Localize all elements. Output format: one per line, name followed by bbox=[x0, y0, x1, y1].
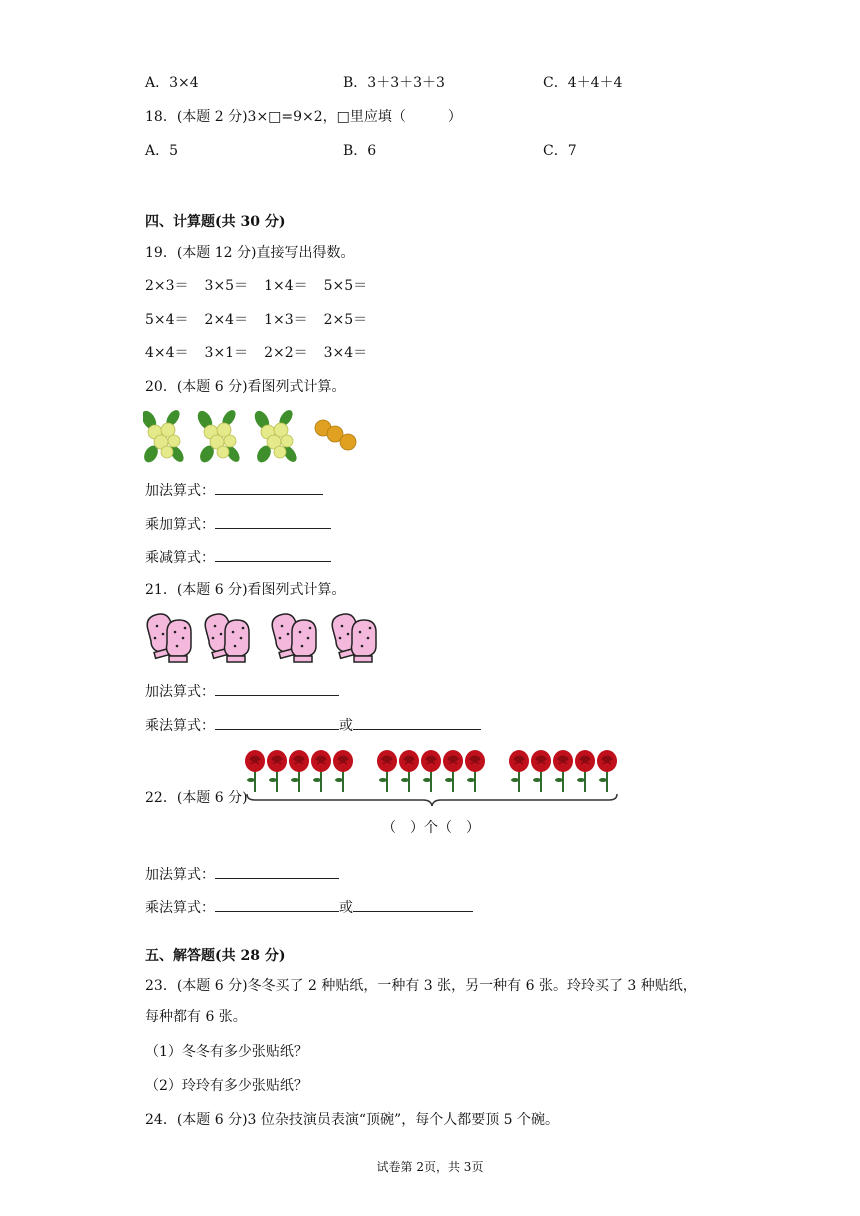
oranges bbox=[315, 420, 356, 450]
answer-blank[interactable] bbox=[215, 514, 331, 529]
section-4-title: 四、计算题(共 30 分) bbox=[145, 214, 286, 230]
q21-question: 21．(本题 6 分)看图列式计算。 bbox=[145, 582, 346, 598]
multiply-subtract-label: 乘减算式： bbox=[145, 550, 215, 566]
brace bbox=[247, 794, 617, 806]
q18-option-a: A．5 bbox=[145, 143, 179, 159]
q17-option-a: A．3×4 bbox=[145, 75, 199, 91]
q18-option-c: C．7 bbox=[543, 143, 577, 159]
answer-blank[interactable] bbox=[215, 547, 331, 562]
q19-item: 3×1＝ bbox=[204, 345, 249, 361]
q22-addition-line bbox=[145, 864, 339, 885]
pear-bunch-2 bbox=[195, 408, 242, 465]
q17-option-b: B．3＋3＋3＋3 bbox=[343, 75, 445, 91]
mittens-picture bbox=[143, 612, 388, 664]
q22-caption: （ ）个（ ） bbox=[382, 820, 480, 836]
q23-question-line-2: 每种都有 6 张。 bbox=[145, 1009, 247, 1025]
answer-blank[interactable] bbox=[215, 480, 323, 495]
q20-question: 20．(本题 6 分)看图列式计算。 bbox=[145, 379, 346, 395]
q23-question-line-1: 23．(本题 6 分)冬冬买了 2 种贴纸，一种有 3 张，另一种有 6 张。玲玲买了 3 种贴纸， bbox=[145, 978, 697, 994]
answer-blank[interactable] bbox=[215, 897, 339, 912]
addition-label: 加法算式： bbox=[145, 483, 215, 499]
q21-multiplication-line bbox=[145, 715, 481, 736]
q19-item: 4×4＝ bbox=[145, 345, 189, 361]
q22-multiplication-line bbox=[145, 897, 473, 918]
q20-multiply-subtract-line bbox=[145, 547, 331, 568]
answer-blank[interactable] bbox=[353, 897, 473, 912]
answer-blank[interactable] bbox=[353, 715, 481, 730]
q19-item: 5×4＝ bbox=[145, 312, 189, 328]
answer-blank[interactable] bbox=[215, 864, 339, 879]
q19-item: 2×2＝ bbox=[264, 345, 308, 361]
q19-item: 3×4＝ bbox=[323, 345, 368, 361]
q18-question: 18．(本题 2 分)3×□=9×2，□里应填（ ） bbox=[145, 109, 462, 125]
q18-option-b: B．6 bbox=[343, 143, 377, 159]
q19-item: 3×5＝ bbox=[204, 278, 249, 294]
q19-item: 1×3＝ bbox=[264, 312, 308, 328]
section-5-title: 五、解答题(共 28 分) bbox=[145, 948, 286, 964]
q19-row-1 bbox=[145, 276, 383, 296]
q24-question: 24．(本题 6 分)3 位杂技演员表演“顶碗”，每个人都要顶 5 个碗。 bbox=[145, 1112, 560, 1128]
addition-label: 加法算式： bbox=[145, 684, 215, 700]
addition-label: 加法算式： bbox=[145, 867, 215, 883]
answer-blank[interactable] bbox=[215, 681, 339, 696]
multiplication-label: 乘法算式： bbox=[145, 900, 215, 916]
q20-addition-line bbox=[145, 480, 323, 501]
q19-item: 2×5＝ bbox=[323, 312, 368, 328]
page-footer: 试卷第 2页，共 3页 bbox=[376, 1160, 484, 1174]
q22-question: 22．(本题 6 分) bbox=[145, 790, 248, 806]
pear-orange-picture bbox=[143, 408, 363, 466]
q20-multiply-add-line bbox=[145, 514, 331, 535]
answer-blank[interactable] bbox=[215, 715, 339, 730]
or-text: 或 bbox=[339, 718, 353, 734]
q19-item: 2×3＝ bbox=[145, 278, 189, 294]
q19-item: 2×4＝ bbox=[204, 312, 249, 328]
q19-question: 19．(本题 12 分)直接写出得数。 bbox=[145, 245, 355, 261]
q19-item: 1×4＝ bbox=[264, 278, 308, 294]
or-text: 或 bbox=[339, 900, 353, 916]
q17-option-c: C．4＋4＋4 bbox=[543, 75, 623, 91]
pear-bunch-3 bbox=[252, 408, 299, 465]
q23-subquestion-2: （2）玲玲有多少张贴纸？ bbox=[145, 1078, 308, 1094]
multiply-add-label: 乘加算式： bbox=[145, 517, 215, 533]
q21-addition-line bbox=[145, 681, 339, 702]
roses-picture bbox=[243, 748, 623, 808]
q19-row-3 bbox=[145, 343, 383, 363]
multiplication-label: 乘法算式： bbox=[145, 718, 215, 734]
pear-bunch-1 bbox=[143, 408, 186, 465]
q19-item: 5×5＝ bbox=[323, 278, 368, 294]
q23-subquestion-1: （1）冬冬有多少张贴纸？ bbox=[145, 1044, 308, 1060]
q19-row-2 bbox=[145, 310, 383, 330]
